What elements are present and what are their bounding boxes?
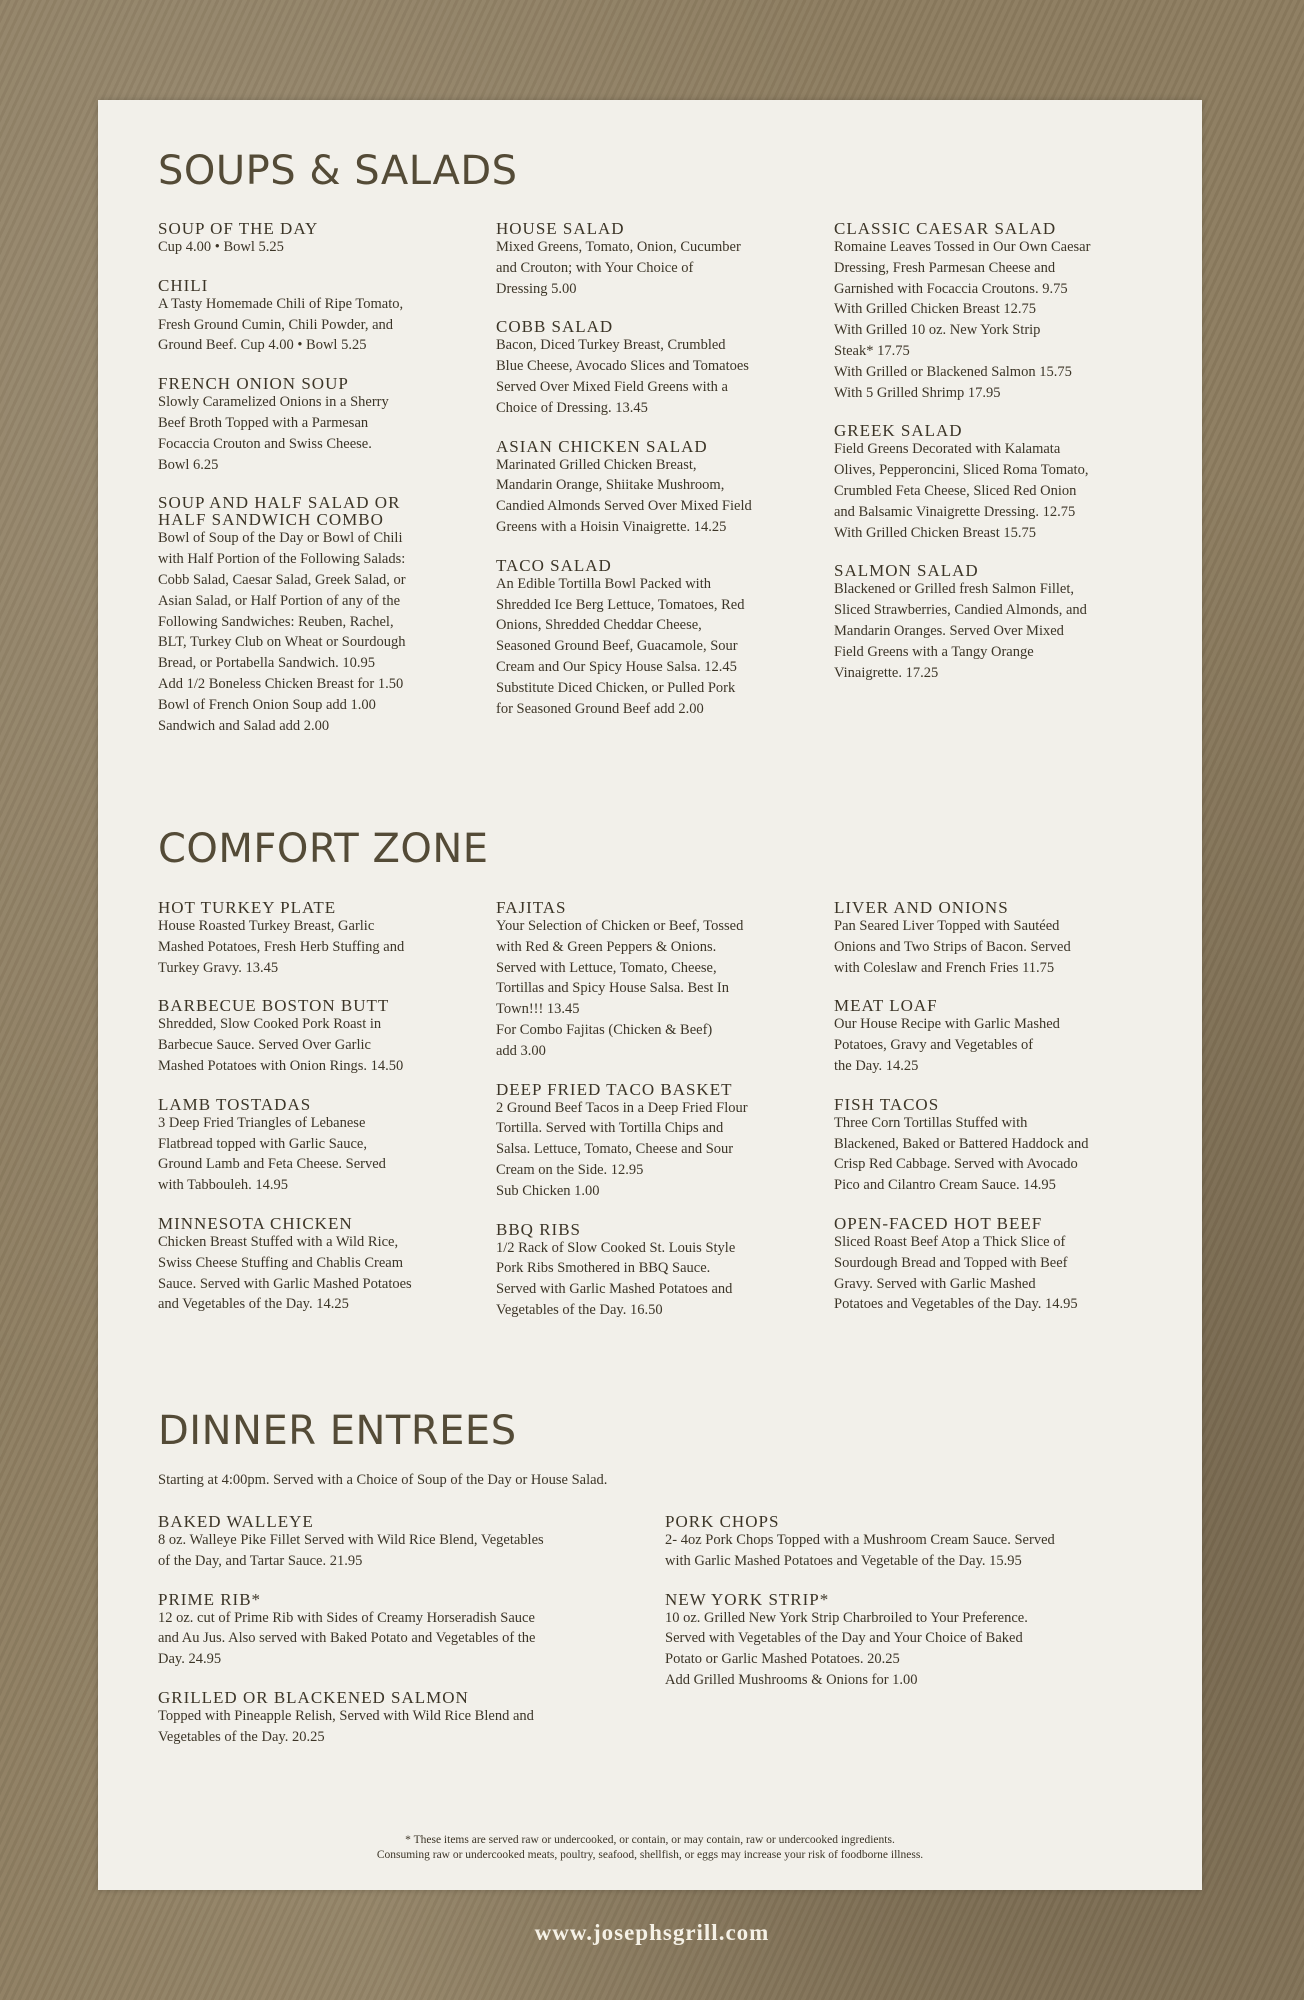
menu-item-description — [496, 335, 816, 418]
menu-item-description-line: Olives, Pepperoncini, Sliced Roma Tomato, — [834, 462, 1089, 479]
menu-item-description — [158, 916, 478, 978]
menu-item-name: HALF SANDWICH COMBO — [158, 510, 384, 530]
menu-item-description-line: Crisp Red Cabbage. Served with Avocado — [834, 1156, 1078, 1173]
menu-item — [158, 277, 478, 356]
section-title-dinner-entrees: DINNER ENTREES — [158, 1408, 517, 1454]
soups-salads-column-3 — [834, 220, 1154, 702]
menu-item — [158, 375, 478, 475]
menu-item-description-line: Swiss Cheese Stuffing and Chablis Cream — [158, 1254, 404, 1271]
menu-item-description-line: Served with Garlic Mashed Potatoes and — [496, 1281, 733, 1298]
menu-item-description-line: Our House Recipe with Garlic Mashed — [834, 1016, 1060, 1033]
menu-item-description — [158, 392, 478, 475]
menu-item-description-line: Garnished with Focaccia Croutons. 9.75 — [834, 280, 1068, 297]
menu-item-description-line: Vegetables of the Day. 20.25 — [158, 1728, 325, 1745]
menu-item-description — [834, 579, 1154, 683]
menu-item-description-line: Bowl 6.25 — [158, 456, 219, 473]
menu-item-description-line: Chicken Breast Stuffed with a Wild Rice, — [158, 1233, 399, 1250]
menu-item-description-line: Served with Lettuce, Tomato, Cheese, — [496, 959, 717, 976]
menu-item-description-line: and Crouton; with Your Choice of — [496, 259, 694, 276]
menu-item — [496, 1221, 816, 1321]
menu-item — [496, 318, 816, 418]
menu-item-description — [834, 237, 1154, 403]
menu-item-description — [496, 1098, 816, 1202]
menu-item-name: CHILI — [158, 275, 209, 295]
menu-item-description-line: Steak* 17.75 — [834, 342, 910, 359]
menu-item-description-line: Your Selection of Chicken or Beef, Tossed — [496, 918, 744, 934]
menu-item-description-line: Salsa. Lettuce, Tomato, Cheese and Sour — [496, 1141, 734, 1158]
menu-item-name: LAMB TOSTADAS — [158, 1094, 312, 1114]
comfort-zone-column-2 — [496, 899, 816, 1340]
menu-item-description-line: Add Grilled Mushrooms & Onions for 1.00 — [665, 1671, 918, 1688]
menu-item-description-line: Following Sandwiches: Reuben, Rachel, — [158, 613, 394, 630]
menu-item-description-line: Sourdough Bread and Topped with Beef — [834, 1254, 1068, 1271]
menu-item-description — [665, 1530, 1145, 1572]
menu-item-description-line: Marinated Grilled Chicken Breast, — [496, 456, 697, 473]
menu-item-description-line: Field Greens with a Tangy Orange — [834, 643, 1034, 660]
menu-item — [834, 899, 1154, 978]
menu-item-description-line: Beef Broth Topped with a Parmesan — [158, 414, 369, 431]
menu-item-name: MEAT LOAF — [834, 996, 938, 1016]
menu-item-description-line: Add 1/2 Boneless Chicken Breast for 1.50 — [158, 675, 404, 692]
menu-item-description-line: Shredded, Slow Cooked Pork Roast in — [158, 1016, 382, 1033]
disclaimer-line-2: Consuming raw or undercooked meats, poultry, seafood, shellfish, or eggs may increase your risk of foodborne illness. — [376, 1849, 924, 1861]
menu-item-description-line: Blackened or Grilled fresh Salmon Fillet, — [834, 581, 1075, 598]
menu-item-description-line: Focaccia Crouton and Swiss Cheese. — [158, 435, 372, 452]
menu-item-description — [496, 916, 816, 1062]
menu-item-name: SOUP OF THE DAY — [158, 219, 319, 238]
soups-salads-column-2 — [496, 220, 816, 738]
menu-item-description — [496, 1238, 816, 1321]
menu-item-description-line: Onions, Shredded Cheddar Cheese, — [496, 617, 702, 634]
menu-item-description-line: Blackened, Baked or Battered Haddock and — [834, 1135, 1089, 1152]
menu-item-description-line: Blue Cheese, Avocado Slices and Tomatoes — [496, 358, 749, 375]
website-url: www.josephsgrill.com — [534, 1920, 770, 1945]
menu-item-description-line: Sliced Strawberries, Candied Almonds, and — [834, 602, 1087, 619]
menu-item — [158, 1689, 638, 1748]
menu-item-description-line: Tortillas and Spicy House Salsa. Best In — [496, 980, 729, 997]
menu-item-description-line: Cream on the Side. 12.95 — [496, 1161, 644, 1178]
section-title-comfort-zone: COMFORT ZONE — [158, 826, 489, 872]
menu-item-description-line: With 5 Grilled Shrimp 17.95 — [834, 384, 1001, 401]
menu-item-name: FAJITAS — [496, 898, 567, 917]
menu-item-description-line: Substitute Diced Chicken, or Pulled Pork — [496, 679, 736, 696]
menu-item-description-line: Fresh Ground Cumin, Chili Powder, and — [158, 316, 394, 333]
menu-item-description-line: Bowl of French Onion Soup add 1.00 — [158, 696, 376, 713]
menu-item-description-line: for Seasoned Ground Beef add 2.00 — [496, 700, 704, 717]
menu-item-name: TACO SALAD — [496, 555, 612, 575]
menu-item — [158, 1215, 478, 1315]
menu-item — [834, 1215, 1154, 1315]
menu-item-description — [834, 1014, 1154, 1076]
menu-item-description — [158, 1608, 638, 1670]
menu-item — [158, 997, 478, 1076]
menu-item-description — [158, 1113, 478, 1196]
menu-item-name: SOUP AND HALF SALAD OR — [158, 493, 401, 513]
menu-item-description-line: Ground Lamb and Feta Cheese. Served — [158, 1156, 386, 1173]
menu-item-description — [496, 237, 816, 299]
menu-item-name: DEEP FRIED TACO BASKET — [496, 1079, 733, 1099]
menu-item-description-line: Candied Almonds Served Over Mixed Field — [496, 498, 752, 515]
menu-item-description-line: Dressing 5.00 — [496, 280, 577, 297]
menu-item-description-line: Flatbread topped with Garlic Sauce, — [158, 1135, 367, 1152]
menu-item — [834, 220, 1154, 403]
menu-item-description-line: With Grilled or Blackened Salmon 15.75 — [834, 363, 1072, 380]
menu-item-description — [158, 1232, 478, 1315]
menu-item-description-line: Gravy. Served with Garlic Mashed — [834, 1275, 1036, 1292]
menu-item-description-line: Day. 24.95 — [158, 1651, 222, 1668]
menu-item-description-line: 3 Deep Fried Triangles of Lebanese — [158, 1114, 366, 1131]
menu-item-name: OPEN-FACED HOT BEEF — [834, 1213, 1043, 1233]
menu-item-name: BARBECUE BOSTON BUTT — [158, 996, 390, 1016]
menu-item-description-line: Bacon, Diced Turkey Breast, Crumbled — [496, 337, 726, 354]
menu-item-name: BAKED WALLEYE — [158, 1512, 314, 1531]
menu-item-name: HOUSE SALAD — [496, 219, 625, 238]
menu-item — [496, 220, 816, 299]
menu-item-description-line: Cobb Salad, Caesar Salad, Greek Salad, or — [158, 571, 406, 588]
menu-card — [98, 100, 1202, 1890]
soups-salads-column-1 — [158, 220, 478, 755]
section-title-soups-salads: SOUPS & SALADS — [158, 148, 518, 194]
menu-item-description-line: Potato or Garlic Mashed Potatoes. 20.25 — [665, 1651, 900, 1668]
dinner-entrees-column-2 — [665, 1513, 1145, 1710]
menu-item-description-line: Pork Ribs Smothered in BBQ Sauce. — [496, 1260, 711, 1277]
menu-item-description-line: Bread, or Portabella Sandwich. 10.95 — [158, 655, 376, 672]
menu-item — [834, 562, 1154, 683]
menu-item-description-line: Mashed Potatoes with Onion Rings. 14.50 — [158, 1057, 404, 1074]
menu-item-description-line: with Coleslaw and French Fries 11.75 — [834, 959, 1055, 976]
menu-item-description-line: with Garlic Mashed Potatoes and Vegetable of the Day. 15.95 — [665, 1552, 1022, 1569]
menu-item — [158, 1591, 638, 1670]
dinner-entrees-column-1 — [158, 1513, 638, 1767]
menu-item-description — [834, 916, 1154, 978]
menu-item-description-line: Cup 4.00 • Bowl 5.25 — [158, 239, 284, 255]
menu-item-name: GRILLED OR BLACKENED SALMON — [158, 1687, 469, 1707]
menu-item-description — [158, 528, 478, 736]
menu-item-description — [158, 1014, 478, 1076]
menu-item-description — [496, 455, 816, 538]
menu-item-description-line: Pico and Cilantro Cream Sauce. 14.95 — [834, 1177, 1056, 1194]
menu-item-name: GREEK SALAD — [834, 421, 963, 441]
menu-item-description-line: Tortilla. Served with Tortilla Chips and — [496, 1120, 724, 1137]
menu-item-description-line: Three Corn Tortillas Stuffed with — [834, 1114, 1028, 1131]
menu-item-description-line: 12 oz. cut of Prime Rib with Sides of Creamy Horseradish Sauce — [158, 1609, 535, 1626]
menu-item-description — [496, 574, 816, 720]
menu-item — [158, 1513, 638, 1572]
menu-item-description-line: Topped with Pineapple Relish, Served with Wild Rice Blend and — [158, 1707, 534, 1724]
menu-item-description-line: Pan Seared Liver Topped with Sautéed — [834, 918, 1060, 934]
menu-item-description-line: Romaine Leaves Tossed in Our Own Caesar — [834, 239, 1091, 255]
menu-item-description-line: 1/2 Rack of Slow Cooked St. Louis Style — [496, 1239, 736, 1256]
menu-item — [158, 899, 478, 978]
menu-item — [496, 557, 816, 720]
menu-item — [665, 1591, 1145, 1691]
menu-item-description-line: Mandarin Oranges. Served Over Mixed — [834, 622, 1064, 639]
comfort-zone-column-1 — [158, 899, 478, 1334]
menu-item-description — [834, 1113, 1154, 1196]
menu-item-name: FRENCH ONION SOUP — [158, 374, 349, 394]
menu-item-description-line: Dressing, Fresh Parmesan Cheese and — [834, 259, 1056, 276]
menu-item-description-line: Shredded Ice Berg Lettuce, Tomatoes, Red — [496, 596, 745, 613]
menu-item-description-line: Onions and Two Strips of Bacon. Served — [834, 938, 1071, 955]
menu-item-description — [158, 237, 478, 258]
menu-item — [834, 422, 1154, 543]
disclaimer-line-1: * These items are served raw or undercooked, or contain, or may contain, raw or undercooked ingredients. — [405, 1834, 895, 1846]
menu-item-description-line: For Combo Fajitas (Chicken & Beef) — [496, 1021, 713, 1038]
menu-item-name: LIVER AND ONIONS — [834, 898, 1009, 917]
menu-item-name: HOT TURKEY PLATE — [158, 898, 337, 917]
disclaimer — [98, 1833, 1202, 1863]
menu-item-description-line: An Edible Tortilla Bowl Packed with — [496, 575, 711, 592]
menu-item-description-line: Vinaigrette. 17.25 — [834, 664, 939, 681]
menu-item-description-line: Sauce. Served with Garlic Mashed Potatoes — [158, 1275, 412, 1292]
menu-item-description-line: Sub Chicken 1.00 — [496, 1182, 600, 1199]
menu-item-description-line: Asian Salad, or Half Portion of any of the — [158, 592, 401, 609]
menu-item-description-line: Seasoned Ground Beef, Guacamole, Sour — [496, 638, 738, 655]
menu-item — [834, 997, 1154, 1076]
menu-item — [496, 1081, 816, 1202]
comfort-zone-column-3 — [834, 899, 1154, 1334]
menu-item-name: BBQ RIBS — [496, 1219, 581, 1239]
menu-item-description — [158, 1530, 638, 1572]
menu-item-description-line: Served with Vegetables of the Day and Your Choice of Baked — [665, 1630, 1023, 1647]
menu-item-name: COBB SALAD — [496, 317, 614, 337]
menu-item-description-line: Mashed Potatoes, Fresh Herb Stuffing and — [158, 938, 405, 955]
menu-item-description-line: Greens with a Hoisin Vinaigrette. 14.25 — [496, 518, 727, 535]
menu-item-name: FISH TACOS — [834, 1094, 940, 1114]
menu-item-description-line: BLT, Turkey Club on Wheat or Sourdough — [158, 634, 406, 651]
menu-item-description-line: 10 oz. Grilled New York Strip Charbroiled to Your Preference. — [665, 1609, 1028, 1626]
menu-item-description-line: of the Day, and Tartar Sauce. 21.95 — [158, 1552, 363, 1569]
menu-item-description-line: Served Over Mixed Field Greens with a — [496, 378, 728, 395]
menu-item-name: ASIAN CHICKEN SALAD — [496, 436, 708, 456]
menu-item-name: NEW YORK STRIP* — [665, 1589, 830, 1609]
menu-item-name: CLASSIC CAESAR SALAD — [834, 219, 1057, 238]
menu-item-description-line: With Grilled 10 oz. New York Strip — [834, 322, 1041, 339]
dinner-entrees-intro: Starting at 4:00pm. Served with a Choice of Soup of the Day or House Salad. — [158, 1472, 608, 1488]
menu-item — [496, 438, 816, 538]
menu-item-description-line: With Grilled Chicken Breast 12.75 — [834, 301, 1036, 318]
menu-item-description-line: Crumbled Feta Cheese, Sliced Red Onion — [834, 482, 1077, 499]
menu-item-description-line: Field Greens Decorated with Kalamata — [834, 441, 1061, 458]
menu-item-description-line: with Tabbouleh. 14.95 — [158, 1177, 289, 1194]
menu-item — [834, 1096, 1154, 1196]
menu-item — [158, 220, 478, 258]
menu-item-description-line: Mandarin Orange, Shiitake Mushroom, — [496, 477, 725, 494]
menu-item-description-line: Sandwich and Salad add 2.00 — [158, 717, 330, 734]
menu-item-description-line: with Red & Green Peppers & Onions. — [496, 938, 717, 955]
menu-item-description-line: Bowl of Soup of the Day or Bowl of Chili — [158, 530, 403, 547]
menu-item-description — [665, 1608, 1145, 1691]
menu-item-description-line: and Balsamic Vinaigrette Dressing. 12.75 — [834, 503, 1076, 520]
menu-item — [665, 1513, 1145, 1572]
menu-item-description — [158, 1706, 638, 1748]
menu-item-description-line: and Vegetables of the Day. 14.25 — [158, 1296, 349, 1313]
menu-item-description-line: Potatoes and Vegetables of the Day. 14.95 — [834, 1296, 1078, 1313]
menu-item — [496, 899, 816, 1062]
menu-item-description-line: Cream and Our Spicy House Salsa. 12.45 — [496, 658, 737, 675]
menu-item-name: PORK CHOPS — [665, 1512, 780, 1531]
menu-item-description-line: and Au Jus. Also served with Baked Potato and Vegetables of the — [158, 1630, 536, 1647]
menu-item-description-line: House Roasted Turkey Breast, Garlic — [158, 918, 375, 934]
menu-item-name: SALMON SALAD — [834, 561, 979, 581]
menu-item-description-line: Mixed Greens, Tomato, Onion, Cucumber — [496, 239, 741, 255]
menu-item-description-line: Choice of Dressing. 13.45 — [496, 399, 648, 416]
menu-item-description-line: Town!!! 13.45 — [496, 1001, 580, 1018]
menu-item-description-line: 2 Ground Beef Tacos in a Deep Fried Flour — [496, 1099, 748, 1116]
menu-item-description-line: Potatoes, Gravy and Vegetables of — [834, 1037, 1034, 1054]
menu-item — [158, 1096, 478, 1196]
menu-item-description-line: Vegetables of the Day. 16.50 — [496, 1301, 663, 1318]
menu-item-description-line: with Half Portion of the Following Salads: — [158, 551, 406, 568]
menu-item-description-line: Ground Beef. Cup 4.00 • Bowl 5.25 — [158, 337, 367, 354]
menu-item-description-line: 8 oz. Walleye Pike Fillet Served with Wild Rice Blend, Vegetables — [158, 1532, 544, 1548]
menu-item-description-line: Barbecue Sauce. Served Over Garlic — [158, 1037, 371, 1054]
menu-item-name: MINNESOTA CHICKEN — [158, 1213, 353, 1233]
menu-item-description — [834, 1232, 1154, 1315]
menu-item-description-line: Sliced Roast Beef Atop a Thick Slice of — [834, 1233, 1066, 1250]
menu-item-description-line: A Tasty Homemade Chili of Ripe Tomato, — [158, 295, 404, 312]
menu-item-description-line: Slowly Caramelized Onions in a Sherry — [158, 394, 389, 411]
menu-item — [158, 494, 478, 736]
menu-item-description-line: With Grilled Chicken Breast 15.75 — [834, 524, 1036, 541]
menu-item-description-line: the Day. 14.25 — [834, 1057, 919, 1074]
menu-item-description-line: 2- 4oz Pork Chops Topped with a Mushroom Cream Sauce. Served — [665, 1532, 1055, 1548]
menu-item-description-line: Turkey Gravy. 13.45 — [158, 959, 279, 976]
menu-item-description-line: add 3.00 — [496, 1042, 546, 1059]
menu-item-name: PRIME RIB* — [158, 1589, 262, 1609]
menu-item-description — [834, 439, 1154, 543]
menu-item-description — [158, 294, 478, 356]
